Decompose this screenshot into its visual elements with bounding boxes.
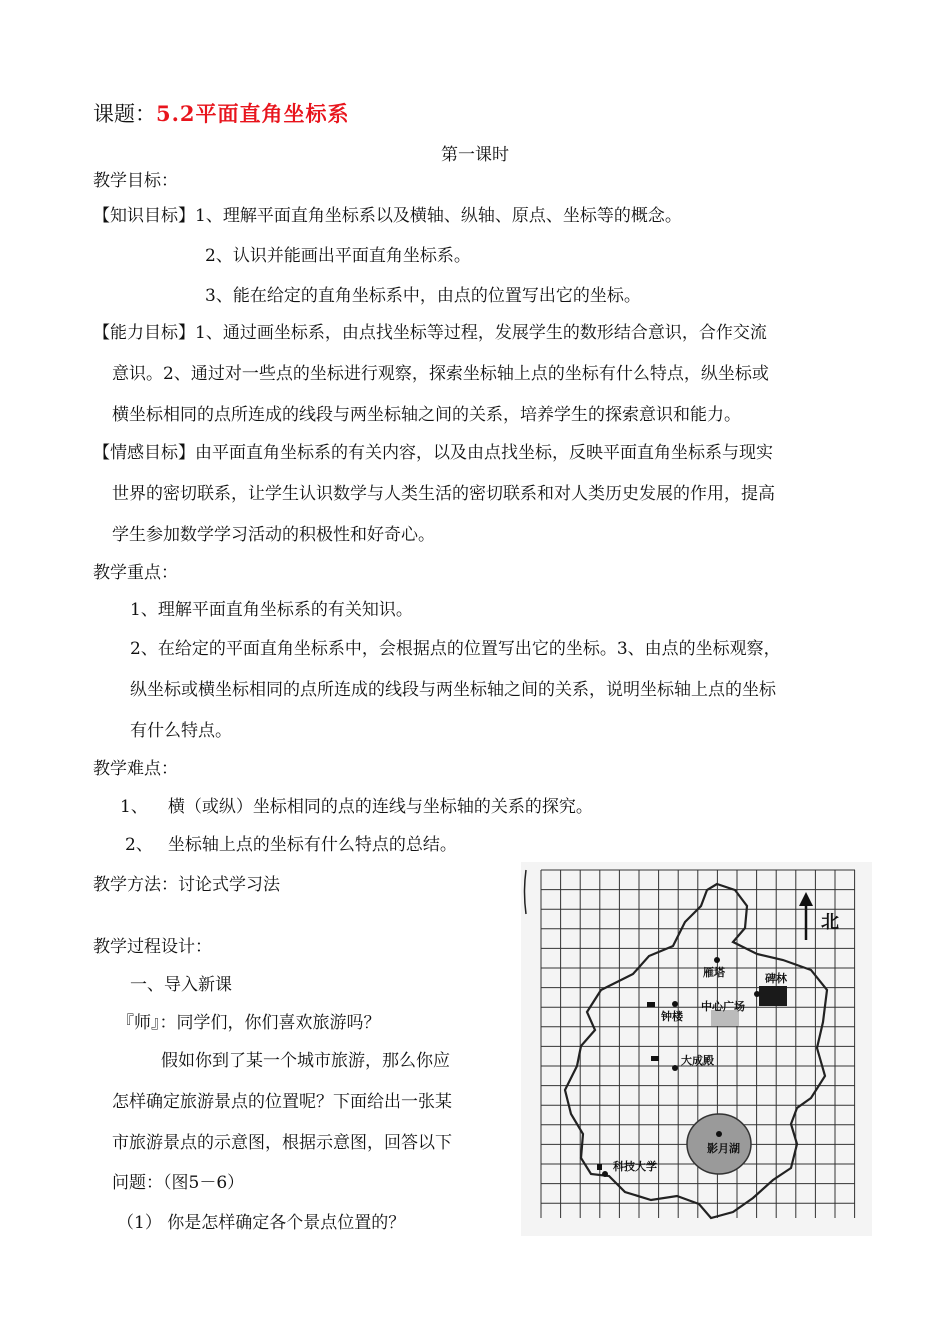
ability-goal-text: 1、通过画坐标系，由点找坐标等过程，发展学生的数形结合意识，合作交流 xyxy=(195,323,767,343)
map-point xyxy=(754,991,760,997)
difficulty-num: 1、 xyxy=(120,797,148,817)
city-map-figure xyxy=(521,862,872,1236)
place-label: 钟楼 xyxy=(661,1010,683,1023)
paragraph-line: 怎样确定旅游景点的位置呢？下面给出一张某 xyxy=(112,1092,452,1112)
ability-goal-line-1 xyxy=(93,321,767,345)
place-label: 科技大学 xyxy=(613,1160,657,1173)
ability-goal-tag: 【能力目标】 xyxy=(93,323,195,343)
difficulty-item xyxy=(120,795,593,819)
difficulties-heading: 教学难点： xyxy=(93,759,178,779)
difficulty-item xyxy=(125,833,457,857)
map-marker xyxy=(597,1164,602,1170)
map-point xyxy=(602,1171,608,1177)
difficulty-num: 2、 xyxy=(125,835,153,855)
emotion-goal-text: 由平面直角坐标系的有关内容，以及由点找坐标，反映平面直角坐标系与现实 xyxy=(195,443,773,463)
paragraph-line: 市旅游景点的示意图，根据示意图，回答以下 xyxy=(112,1133,452,1153)
map-marker xyxy=(651,1056,659,1061)
place-label: 大成殿 xyxy=(681,1054,714,1067)
teacher-line: 『师』：同学们，你们喜欢旅游吗？ xyxy=(117,1013,381,1033)
paragraph-line: 假如你到了某一个城市旅游，那么你应 xyxy=(161,1051,450,1071)
difficulty-text: 坐标轴上点的坐标有什么特点的总结。 xyxy=(167,835,457,855)
knowledge-goal-tag: 【知识目标】 xyxy=(93,206,195,226)
scan-artifact xyxy=(525,870,527,914)
north-arrow-icon xyxy=(799,892,813,906)
knowledge-goal-item: 3、能在给定的直角坐标系中，由点的位置写出它的坐标。 xyxy=(205,286,641,306)
ability-goal-text: 意识。2、通过对一些点的坐标进行观察，探索坐标轴上点的坐标有什么特点，纵坐标或 xyxy=(112,364,769,384)
knowledge-goal-item: 1、理解平面直角坐标系以及横轴、纵轴、原点、坐标等的概念。 xyxy=(195,206,682,226)
emotion-goal-line-1 xyxy=(93,441,773,465)
section-heading: 一、导入新课 xyxy=(130,975,232,995)
knowledge-goal-line-1 xyxy=(93,204,682,228)
place-label: 中心广场 xyxy=(701,1000,745,1013)
emotion-goal-tag: 【情感目标】 xyxy=(93,443,195,463)
map-point xyxy=(714,957,720,963)
goals-heading: 教学目标： xyxy=(93,171,178,191)
process-heading: 教学过程设计： xyxy=(93,937,212,957)
north-label: 北 xyxy=(821,912,839,933)
place-label: 碑林 xyxy=(765,972,787,985)
city-map-svg xyxy=(521,862,872,1236)
emotion-goal-text: 学生参加数学学习活动的积极性和好奇心。 xyxy=(112,525,435,545)
city-boundary xyxy=(565,884,827,1218)
map-point xyxy=(672,1065,678,1071)
stele-block xyxy=(759,986,787,1006)
key-point-line: 2、在给定的平面直角坐标系中，会根据点的位置写出它的坐标。3、由点的坐标观察， xyxy=(130,639,781,659)
map-point xyxy=(716,1131,722,1137)
emotion-goal-text: 世界的密切联系，让学生认识数学与人类生活的密切联系和对人类历史发展的作用，提高 xyxy=(112,484,775,504)
key-point-line: 纵坐标或横坐标相同的点所连成的线段与两坐标轴之间的关系，说明坐标轴上点的坐标 xyxy=(130,680,776,700)
place-label: 影月湖 xyxy=(707,1142,740,1155)
key-points-heading: 教学重点： xyxy=(93,563,178,583)
page-title xyxy=(93,100,350,130)
title-prefix: 课题： xyxy=(93,102,156,126)
place-label: 雁塔 xyxy=(703,966,725,979)
key-point-line: 1、理解平面直角坐标系的有关知识。 xyxy=(130,600,413,620)
teaching-method: 教学方法：讨论式学习法 xyxy=(93,875,280,895)
paragraph-line: 问题：（图5－6） xyxy=(112,1173,245,1193)
difficulty-text: 横（或纵）坐标相同的点的连线与坐标轴的关系的探究。 xyxy=(167,797,593,817)
ability-goal-text: 横坐标相同的点所连成的线段与两坐标轴之间的关系，培养学生的探索意识和能力。 xyxy=(112,405,741,425)
map-point xyxy=(672,1001,678,1007)
knowledge-goal-item: 2、认识并能画出平面直角坐标系。 xyxy=(205,246,471,266)
subtitle: 第一课时 xyxy=(441,145,509,165)
key-point-line: 有什么特点。 xyxy=(130,721,232,741)
title-main: 5.2平面直角坐标系 xyxy=(156,101,350,126)
map-marker xyxy=(647,1002,655,1007)
question-line: （1） 你是怎样确定各个景点位置的？ xyxy=(117,1213,406,1233)
